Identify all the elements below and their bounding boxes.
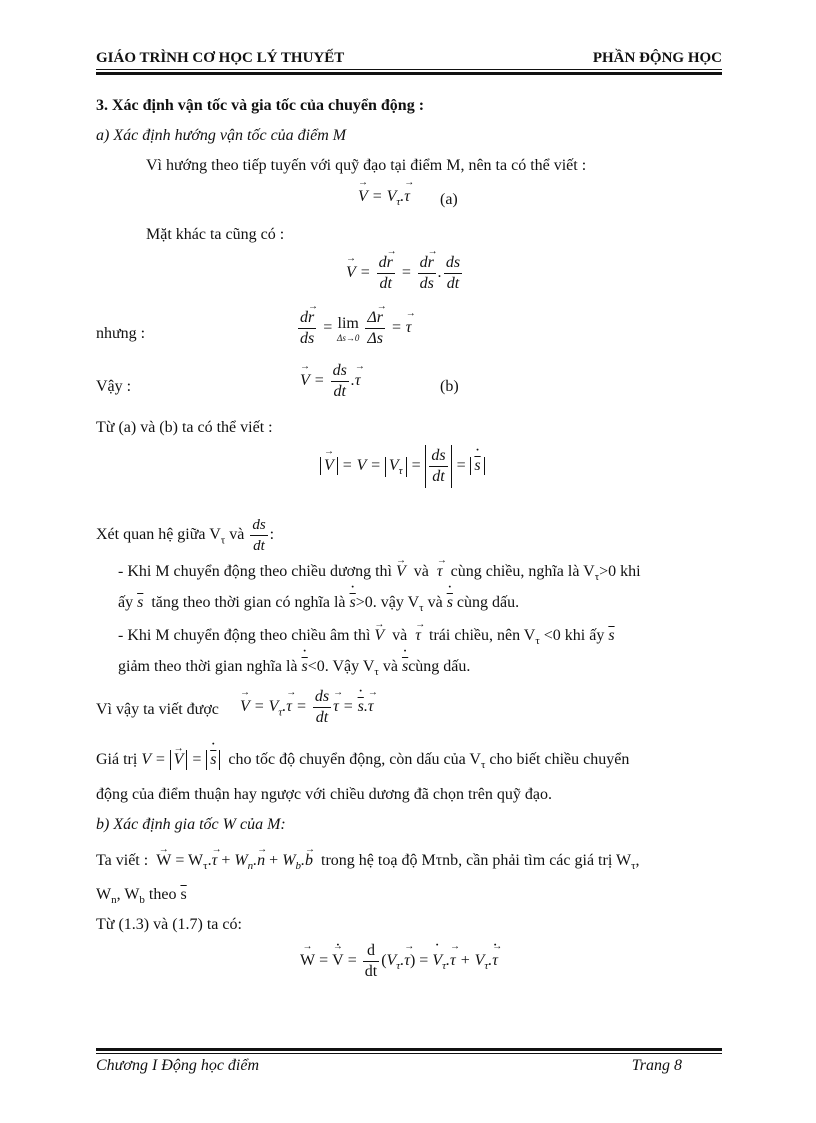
label-vay: Vậy : xyxy=(96,378,132,395)
paragraph-10: Từ (1.3) và (1.7) ta có: xyxy=(96,916,242,933)
equation-velocity-chain: V → = $\frac{dr \to}{dt}$ = $\frac{dr \to}{ds}$ . $\frac{ds}{dt}$ xyxy=(346,254,464,293)
paragraph-2: Mặt khác ta cũng có : xyxy=(146,226,285,243)
subsection-b-title: b) Xác định gia tốc W của M: xyxy=(96,816,286,833)
equation-limit: $\frac{dr \to}{ds}$ = lim Δs→0 $\frac{\Delta r \to}{\Delta s}$ = τ → xyxy=(296,309,411,348)
paragraph-6: Giá trị V = V → = $\overline{s}$ · cho tốc độ chuyển động, còn dấu của $V_\tau$ cho biết chiều chuyển xyxy=(96,750,629,775)
footer-rule-thin xyxy=(96,1053,722,1054)
paragraph-5: Vì vậy ta viết được xyxy=(96,701,219,718)
bullet-2-line-1: - Khi M chuyển động theo chiều âm thì V → và τ → trái chiều, nên $V_\tau <0$ khi ấy $\overline{s}$ xyxy=(118,626,615,651)
footer-chapter: Chương I Động học điểm xyxy=(96,1057,260,1074)
bullet-1-line-2: ấy $\overline{s}$ tăng theo thời gian có nghĩa là $\overline{s} \cdot>0$. vậy $V_\tau$ và $\overline{s}$ · cùng dấu. xyxy=(118,593,519,618)
header-title: GIÁO TRÌNH CƠ HỌC LÝ THUYẾT xyxy=(96,50,345,66)
equation-a-label: (a) xyxy=(440,191,458,208)
header-section: PHẦN ĐỘNG HỌC xyxy=(592,50,722,66)
equation-velocity-final: V → = $V_\tau.\tau$ → = $\frac{ds}{dt}$ τ → = $\overline{s} \cdot.\tau$ → xyxy=(240,688,374,727)
header-rule-thick xyxy=(96,72,722,75)
paragraph-4: Xét quan hệ giữa $V_\tau$ và $\frac{ds}{dt}$ : xyxy=(96,517,275,554)
bullet-1-line-1: - Khi M chuyển động theo chiều dương thì V → và τ → cùng chiều, nghĩa là $V_\tau>0$ khi xyxy=(118,562,722,587)
paragraph-1: Vì hướng theo tiếp tuyến với quỹ đạo tại điểm M, nên ta có thể viết : xyxy=(146,157,587,174)
footer-page-number: Trang 8 xyxy=(631,1057,682,1074)
equation-a: V → = $V_\tau.\tau$ → xyxy=(358,188,410,208)
label-nhung: nhưng : xyxy=(96,325,146,342)
subsection-a-title: a) Xác định hướng vận tốc của điểm M xyxy=(96,127,347,144)
equation-magnitude: V → = $V = V_\tau$ = $\frac{ds}{dt}$ = $\overline{s}$ · xyxy=(320,445,485,488)
paragraph-3: Từ (a) và (b) ta có thể viết : xyxy=(96,419,273,436)
equation-b: V → = $\frac{ds}{dt}$ .τ → xyxy=(300,362,361,401)
equation-acceleration: W → = V → · = $\frac{d}{dt}$ ($V_\tau.\tau$ →) = $V \cdot_\tau.\tau$ → + $V_\tau.\tau$ → · xyxy=(300,942,498,981)
footer-rule-thick xyxy=(96,1048,722,1051)
paragraph-9: $W_n$, $W_b$ theo $\overline{s}$ xyxy=(96,886,187,907)
bullet-2-line-2: giảm theo thời gian nghĩa là $\overline{s} \cdot<0$. Vậy $V_\tau$ và $\overline{s}$ ·cùng dấu. xyxy=(118,657,470,682)
equation-b-label: (b) xyxy=(440,378,459,395)
paragraph-8: Ta viết : W → = $W_\tau.\tau$ → + $W_n.n$ → + $W_b.b$ → trong hệ toạ độ Mτnb, cần phải tìm các giá trị $W_\tau$, xyxy=(96,851,640,876)
section-title: 3. Xác định vận tốc và gia tốc của chuyển động : xyxy=(96,97,425,114)
header-rule-thin xyxy=(96,69,722,70)
paragraph-7: động của điểm thuận hay ngược với chiều dương đã chọn trên quỹ đạo. xyxy=(96,786,552,803)
